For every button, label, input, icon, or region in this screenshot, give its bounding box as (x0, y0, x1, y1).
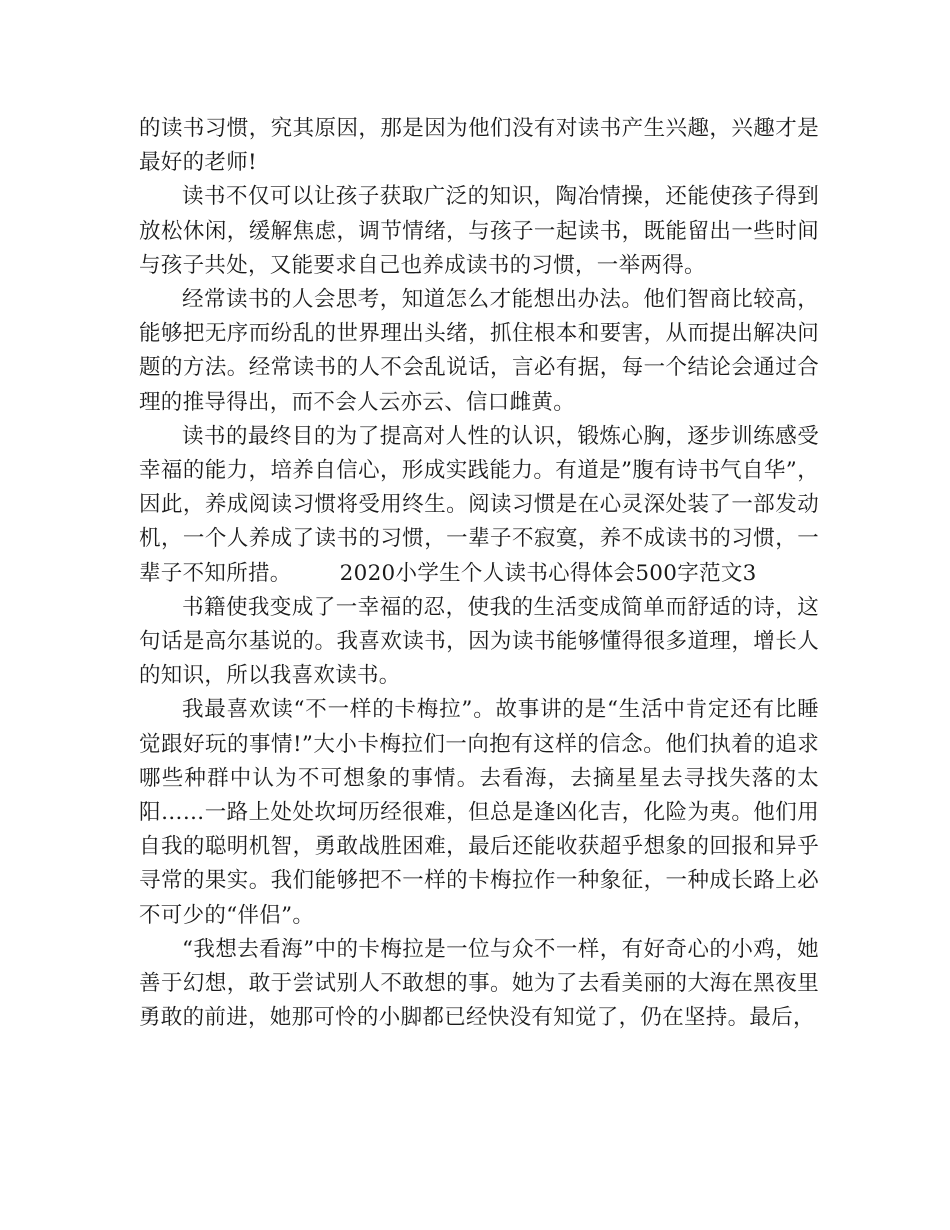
paragraph-5: 书籍使我变成了一幸福的忍，使我的生活变成简单而舒适的诗，这句话是高尔基说的。我喜欢读书，因为读书能够懂得很多道理，增长人的知识，所以我喜欢读书。 (139, 594, 819, 689)
paragraph-1: 的读书习惯，究其原因，那是因为他们没有对读书产生兴趣，兴趣才是最好的老师! (139, 116, 819, 176)
paragraph-7: “我想去看海”中的卡梅拉是一位与众不一样，有好奇心的小鸡，她善于幻想，敢于尝试别人不敢想的事。她为了去看美丽的大海在黑夜里勇敢的前进，她那可怜的小脚都已经快没有知觉了，仍在坚持。最后， (139, 936, 819, 1031)
paragraph-4-text: 读书的最终目的为了提高对人性的认识，锻炼心胸，逐步训练感受幸福的能力，培养自信心，形成实践能力。有道是”腹有诗书气自华”，因此，养成阅读习惯将受用终生。阅读习惯是在心灵深处装了一部发动机，一个人养成了读书的习惯，一辈子不寂寞，养不成读书的习惯，一辈子不知所措。 (139, 423, 819, 586)
document-body (139, 112, 819, 1035)
paragraph-6: 我最喜欢读“不一样的卡梅拉”。故事讲的是“生活中肯定还有比睡觉跟好玩的事情!”大小卡梅拉们一向抱有这样的信念。他们执着的追求哪些种群中认为不可想象的事情。去看海，去摘星星去寻找失落的太阳……一路上处处坎坷历经很难，但总是逢凶化吉，化险为夷。他们用自我的聪明机智，勇敢战胜困难，最后还能收获超乎想象的回报和异乎寻常的果实。我们能够把不一样的卡梅拉作一种象征，一种成长路上必不可少的“伴侣”。 (139, 697, 819, 928)
section-heading: 2020小学生个人读书心得体会500字范文3 (339, 560, 757, 586)
paragraph-2: 读书不仅可以让孩子获取广泛的知识，陶冶情操，还能使孩子得到放松休闲，缓解焦虑，调节情绪，与孩子一起读书，既能留出一些时间与孩子共处，又能要求自己也养成读书的习惯，一举两得。 (139, 184, 819, 278)
paragraph-4 (139, 420, 819, 591)
paragraph-3: 经常读书的人会思考，知道怎么才能想出办法。他们智商比较高，能够把无序而纷乱的世界理出头绪，抓住根本和要害，从而提出解决问题的方法。经常读书的人不会乱说话，言必有据，每一个结论会通过合理的推导得出，而不会人云亦云、信口雌黄。 (139, 287, 819, 415)
